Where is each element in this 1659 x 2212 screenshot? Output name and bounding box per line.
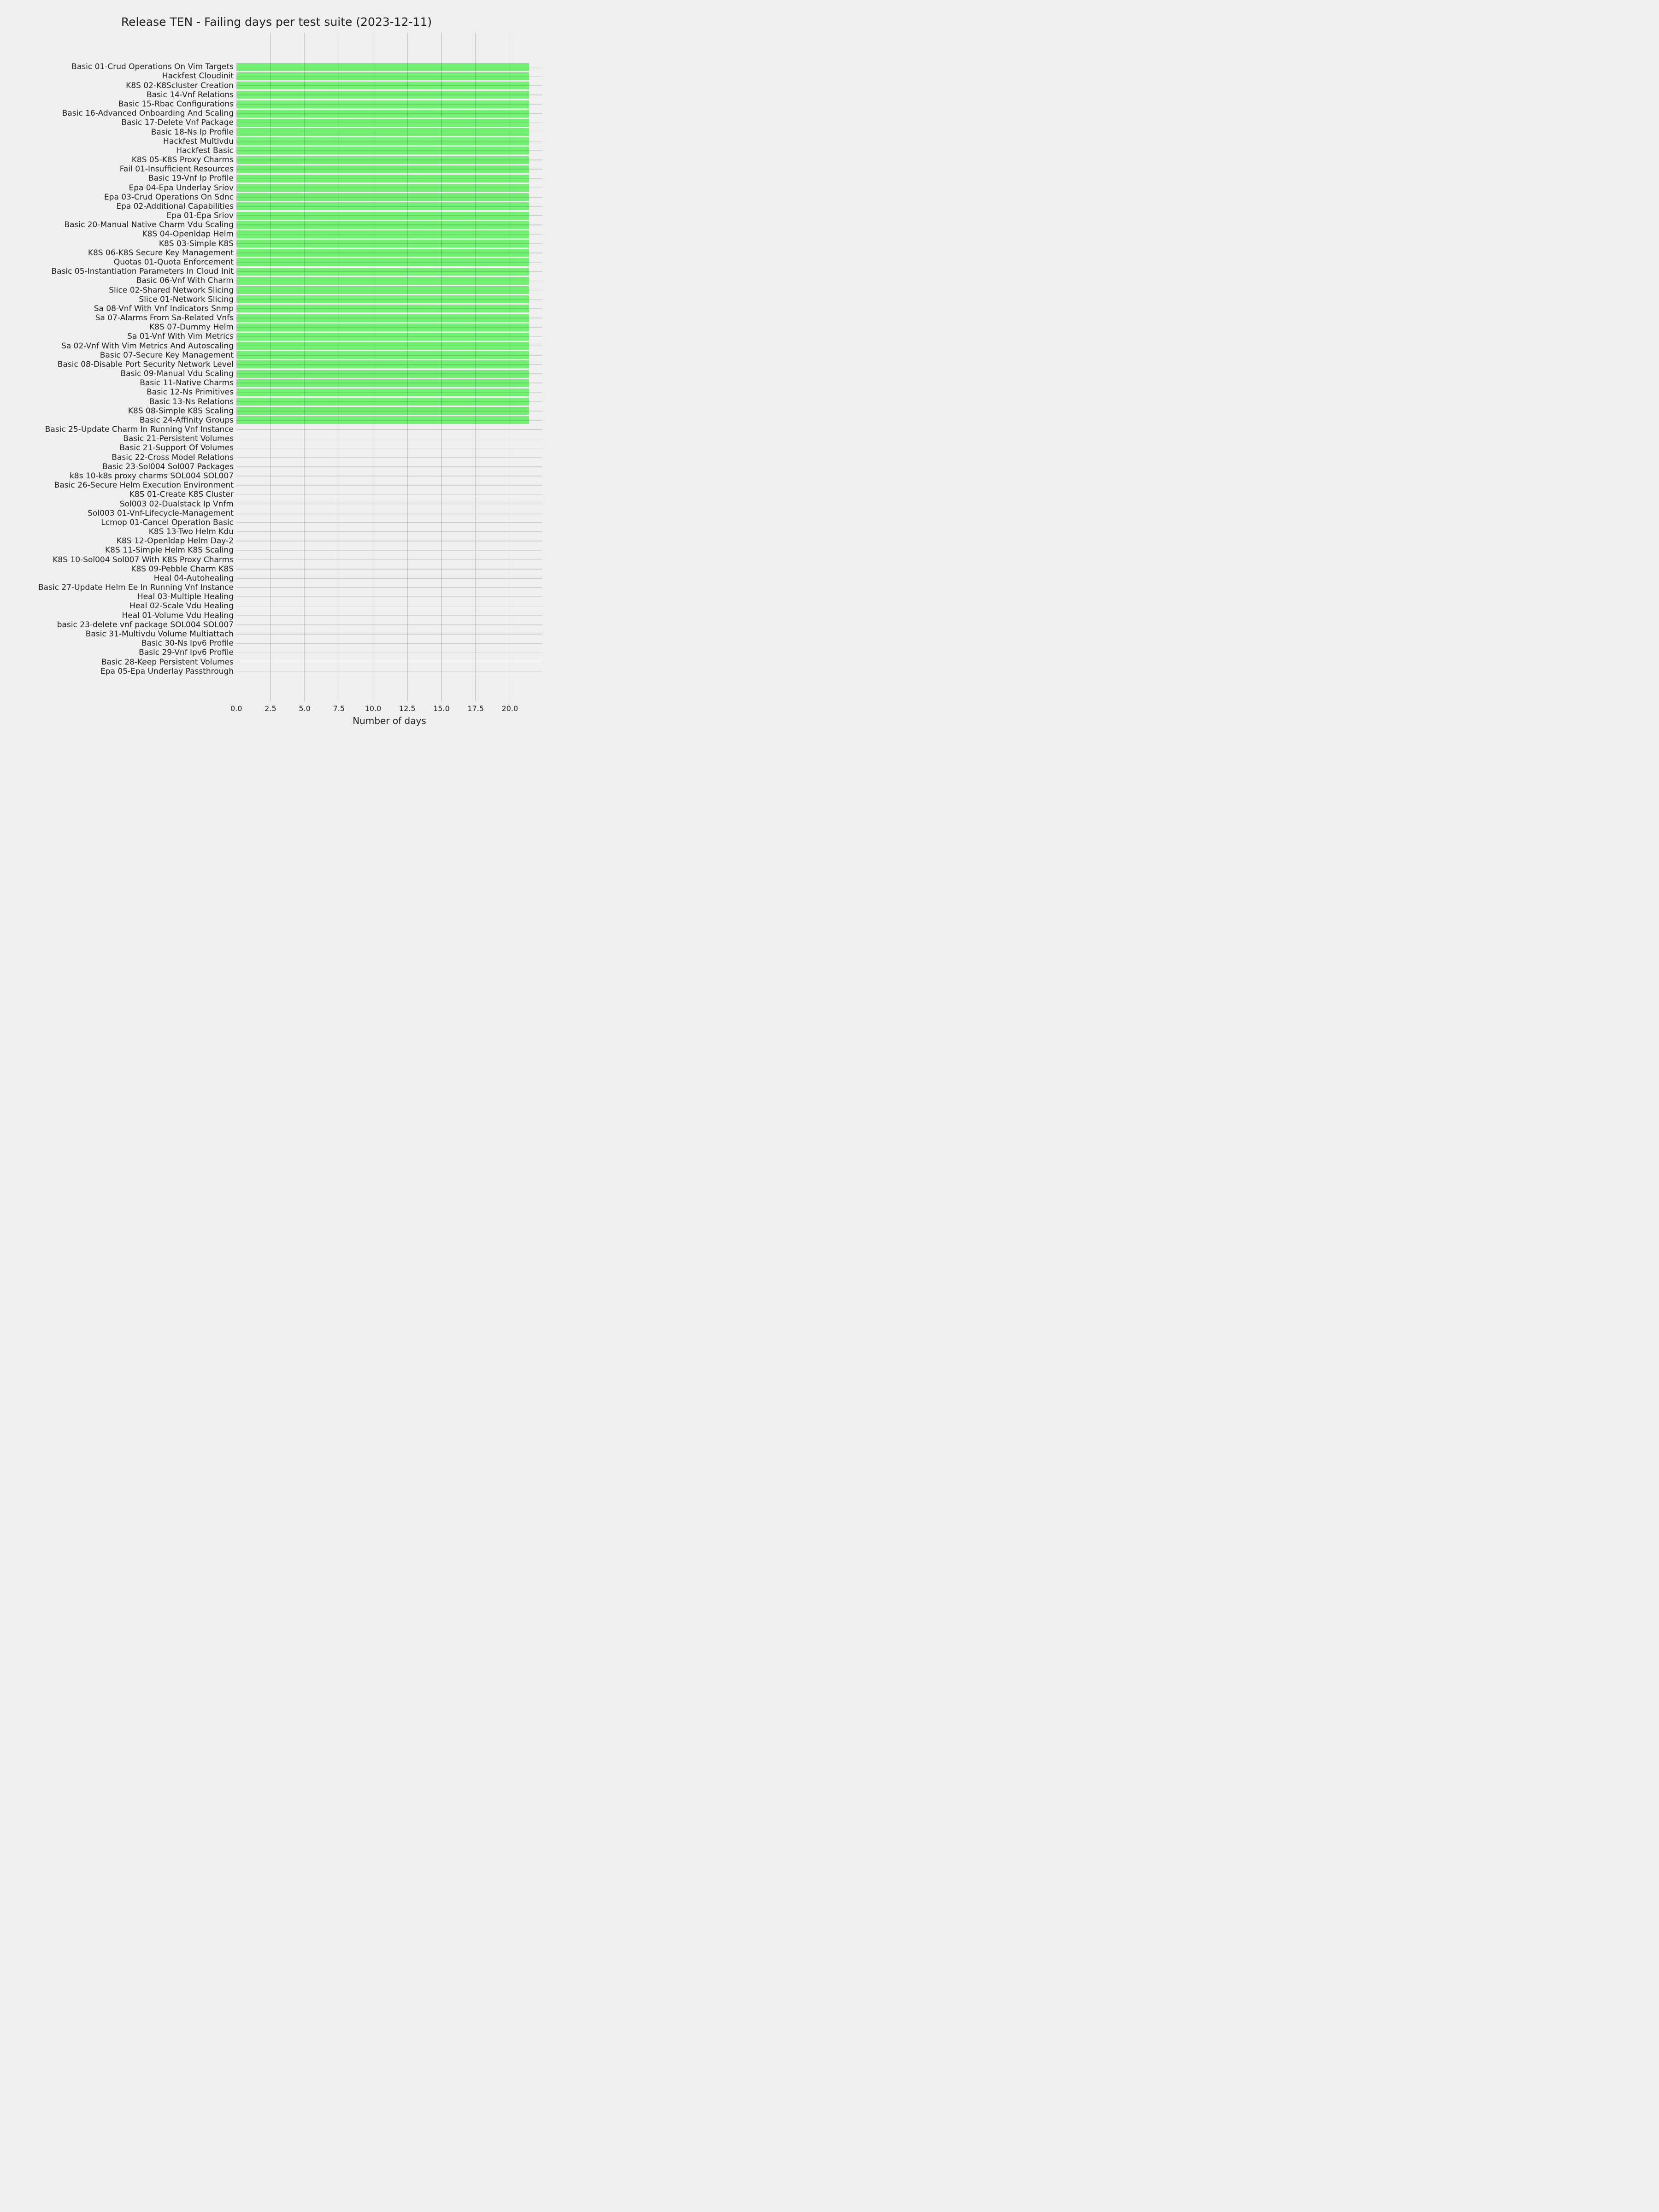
y-gridline — [236, 67, 543, 68]
y-gridline — [236, 382, 543, 383]
y-tick-label: K8S 08-Simple K8S Scaling — [128, 406, 234, 416]
y-gridline — [236, 197, 543, 198]
y-gridline — [236, 401, 543, 402]
y-tick-label: Epa 05-Epa Underlay Passthrough — [100, 666, 234, 676]
y-gridline — [236, 113, 543, 114]
y-tick-label: Basic 15-Rbac Configurations — [118, 100, 234, 109]
x-gridline — [441, 33, 442, 701]
y-gridline — [236, 559, 543, 560]
y-gridline — [236, 336, 543, 337]
y-gridline — [236, 364, 543, 365]
y-gridline — [236, 150, 543, 151]
y-tick-label: Basic 21-Support Of Volumes — [119, 443, 234, 453]
y-tick-label: Basic 25-Update Charm In Running Vnf Instance — [45, 425, 234, 435]
y-gridline — [236, 104, 543, 105]
y-gridline — [236, 271, 543, 272]
y-tick-label: Epa 04-Epa Underlay Sriov — [129, 183, 234, 193]
y-tick-label: Heal 03-Multiple Healing — [137, 592, 234, 602]
y-gridline — [236, 215, 543, 216]
y-tick-label: Heal 01-Volume Vdu Healing — [122, 611, 234, 620]
y-axis-labels — [0, 0, 234, 737]
y-gridline — [236, 522, 543, 523]
y-tick-label: Basic 14-Vnf Relations — [146, 90, 234, 100]
y-gridline — [236, 411, 543, 412]
y-tick-label: Sol003 01-Vnf-Lifecycle-Management — [88, 508, 234, 518]
y-tick-label: Hackfest Multivdu — [163, 136, 234, 146]
y-tick-label: Heal 04-Autohealing — [153, 573, 234, 583]
y-gridline — [236, 606, 543, 607]
y-tick-label: Epa 02-Additional Capabilities — [116, 201, 234, 211]
y-tick-label: Basic 27-Update Helm Ee In Running Vnf Instance — [38, 583, 234, 593]
y-gridline — [236, 169, 543, 170]
y-gridline — [236, 281, 543, 282]
y-tick-label: K8S 11-Simple Helm K8S Scaling — [105, 546, 234, 555]
y-tick-label: Basic 31-Multivdu Volume Multiattach — [85, 629, 234, 639]
x-tick-label: 10.0 — [365, 704, 382, 713]
y-tick-label: K8S 12-Openldap Helm Day-2 — [116, 536, 234, 546]
y-gridline — [236, 550, 543, 551]
y-gridline — [236, 141, 543, 142]
y-tick-label: Epa 03-Crud Operations On Sdnc — [104, 192, 234, 202]
x-gridline — [373, 33, 374, 701]
y-tick-label: Basic 21-Persistent Volumes — [123, 434, 234, 444]
y-gridline — [236, 569, 543, 570]
y-gridline — [236, 206, 543, 207]
y-gridline — [236, 624, 543, 625]
y-tick-label: Basic 08-Disable Port Security Network Level — [57, 359, 234, 369]
y-gridline — [236, 494, 543, 495]
y-gridline — [236, 485, 543, 486]
y-gridline — [236, 457, 543, 458]
y-tick-label: K8S 01-Create K8S Cluster — [129, 490, 234, 500]
y-tick-label: Basic 17-Delete Vnf Package — [121, 118, 234, 128]
x-gridline — [270, 33, 271, 701]
y-tick-label: Sol003 02-Dualstack Ip Vnfm — [119, 499, 234, 509]
y-tick-label: K8S 04-Openldap Helm — [142, 229, 234, 239]
y-gridline — [236, 346, 543, 347]
y-gridline — [236, 308, 543, 309]
y-gridline — [236, 476, 543, 477]
y-tick-label: Basic 23-Sol004 Sol007 Packages — [102, 462, 234, 471]
y-tick-label: Basic 18-Ns Ip Profile — [151, 127, 234, 137]
y-gridline — [236, 662, 543, 663]
y-tick-label: Sa 02-Vnf With Vim Metrics And Autoscaling — [61, 341, 234, 351]
y-tick-label: Basic 20-Manual Native Charm Vdu Scaling — [64, 220, 234, 230]
chart-page — [0, 0, 553, 737]
y-tick-label: Sa 08-Vnf With Vnf Indicators Snmp — [94, 304, 234, 313]
y-tick-label: K8S 03-Simple K8S — [159, 239, 234, 248]
y-tick-label: K8S 10-Sol004 Sol007 With K8S Proxy Charms — [53, 555, 234, 565]
y-gridline — [236, 94, 543, 95]
y-gridline — [236, 234, 543, 235]
y-gridline — [236, 634, 543, 635]
y-gridline — [236, 596, 543, 597]
y-tick-label: Basic 29-Vnf Ipv6 Profile — [139, 648, 234, 658]
y-gridline — [236, 123, 543, 124]
y-tick-label: basic 23-delete vnf package SOL004 SOL007 — [57, 620, 234, 629]
y-tick-label: Sa 01-Vnf With Vim Metrics — [127, 332, 234, 341]
y-gridline — [236, 578, 543, 579]
y-tick-label: Lcmop 01-Cancel Operation Basic — [101, 518, 234, 527]
y-tick-label: Basic 09-Manual Vdu Scaling — [120, 369, 234, 379]
x-tick-label: 2.5 — [265, 704, 276, 713]
y-gridline — [236, 531, 543, 532]
y-gridline — [236, 643, 543, 644]
y-tick-label: Basic 26-Secure Helm Execution Environment — [54, 481, 234, 490]
y-tick-label: Basic 11-Native Charms — [140, 378, 234, 388]
y-tick-label: Basic 28-Keep Persistent Volumes — [101, 657, 234, 667]
y-tick-label: K8S 06-K8S Secure Key Management — [88, 248, 234, 258]
bar-chart-figure — [0, 0, 553, 737]
y-tick-label: K8S 05-K8S Proxy Charms — [131, 155, 234, 165]
y-tick-label: Quotas 01-Quota Enforcement — [113, 257, 234, 267]
y-gridline — [236, 327, 543, 328]
x-tick-label: 12.5 — [399, 704, 416, 713]
x-gridline — [475, 33, 476, 701]
y-gridline — [236, 85, 543, 86]
y-tick-label: k8s 10-k8s proxy charms SOL004 SOL007 — [69, 471, 234, 481]
y-tick-label: Basic 22-Cross Model Relations — [112, 453, 234, 462]
y-tick-label: Basic 01-Crud Operations On Vim Targets — [71, 62, 234, 72]
x-gridline — [510, 33, 511, 701]
y-tick-label: Epa 01-Epa Sriov — [166, 211, 234, 221]
y-gridline — [236, 466, 543, 467]
x-gridline — [339, 33, 340, 701]
plot-area — [236, 33, 543, 701]
x-axis-ticks — [0, 704, 553, 714]
y-tick-label: K8S 13-Two Helm Kdu — [148, 527, 234, 537]
x-tick-label: 0.0 — [230, 704, 242, 713]
y-gridline — [236, 132, 543, 133]
chart-title: Release TEN - Failing days per test suite (2023-12-11) — [121, 15, 432, 29]
y-gridline — [236, 262, 543, 263]
y-tick-label: Basic 07-Secure Key Management — [100, 350, 234, 360]
y-tick-label: Basic 19-Vnf Ip Profile — [148, 174, 234, 183]
y-tick-label: Fail 01-Insufficient Resources — [119, 165, 234, 174]
y-gridline — [236, 671, 543, 672]
y-tick-label: Basic 13-Ns Relations — [149, 397, 234, 406]
y-gridline — [236, 392, 543, 393]
y-gridline — [236, 587, 543, 588]
x-tick-label: 7.5 — [333, 704, 345, 713]
y-tick-label: Sa 07-Alarms From Sa-Related Vnfs — [95, 313, 234, 323]
x-tick-label: 20.0 — [501, 704, 518, 713]
x-tick-label: 17.5 — [467, 704, 484, 713]
y-gridline — [236, 299, 543, 300]
y-tick-label: Basic 05-Instantiation Parameters In Cloud Init — [51, 267, 234, 276]
y-gridline — [236, 178, 543, 179]
y-tick-label: Hackfest Basic — [176, 146, 234, 155]
x-tick-label: 5.0 — [299, 704, 311, 713]
y-gridline — [236, 615, 543, 616]
y-tick-label: Basic 30-Ns Ipv6 Profile — [141, 639, 234, 648]
y-tick-label: Slice 01-Network Slicing — [139, 294, 234, 304]
y-gridline — [236, 420, 543, 421]
y-gridline — [236, 224, 543, 225]
y-tick-label: Basic 12-Ns Primitives — [147, 388, 234, 397]
x-gridline — [407, 33, 408, 701]
x-tick-label: 15.0 — [433, 704, 450, 713]
x-gridline — [304, 33, 305, 701]
y-tick-label: Basic 24-Affinity Groups — [139, 415, 234, 425]
y-gridline — [236, 373, 543, 374]
y-gridline — [236, 159, 543, 160]
y-tick-label: Hackfest Cloudinit — [162, 71, 234, 81]
y-tick-label: K8S 07-Dummy Helm — [149, 323, 234, 332]
y-gridline — [236, 513, 543, 514]
y-gridline — [236, 243, 543, 244]
y-gridline — [236, 448, 543, 449]
y-gridline — [236, 290, 543, 291]
y-gridline — [236, 439, 543, 440]
y-gridline — [236, 429, 543, 430]
y-gridline — [236, 504, 543, 505]
y-tick-label: Basic 16-Advanced Onboarding And Scaling — [62, 109, 234, 118]
y-tick-label: K8S 02-K8Scluster Creation — [126, 81, 234, 90]
y-tick-label: K8S 09-Pebble Charm K8S — [131, 564, 234, 574]
y-gridline — [236, 76, 543, 77]
y-gridline — [236, 355, 543, 356]
y-tick-label: Slice 02-Shared Network Slicing — [109, 285, 234, 295]
y-tick-label: Heal 02-Scale Vdu Healing — [129, 601, 234, 611]
y-tick-label: Basic 06-Vnf With Charm — [136, 276, 234, 286]
x-axis-label: Number of days — [353, 715, 426, 726]
